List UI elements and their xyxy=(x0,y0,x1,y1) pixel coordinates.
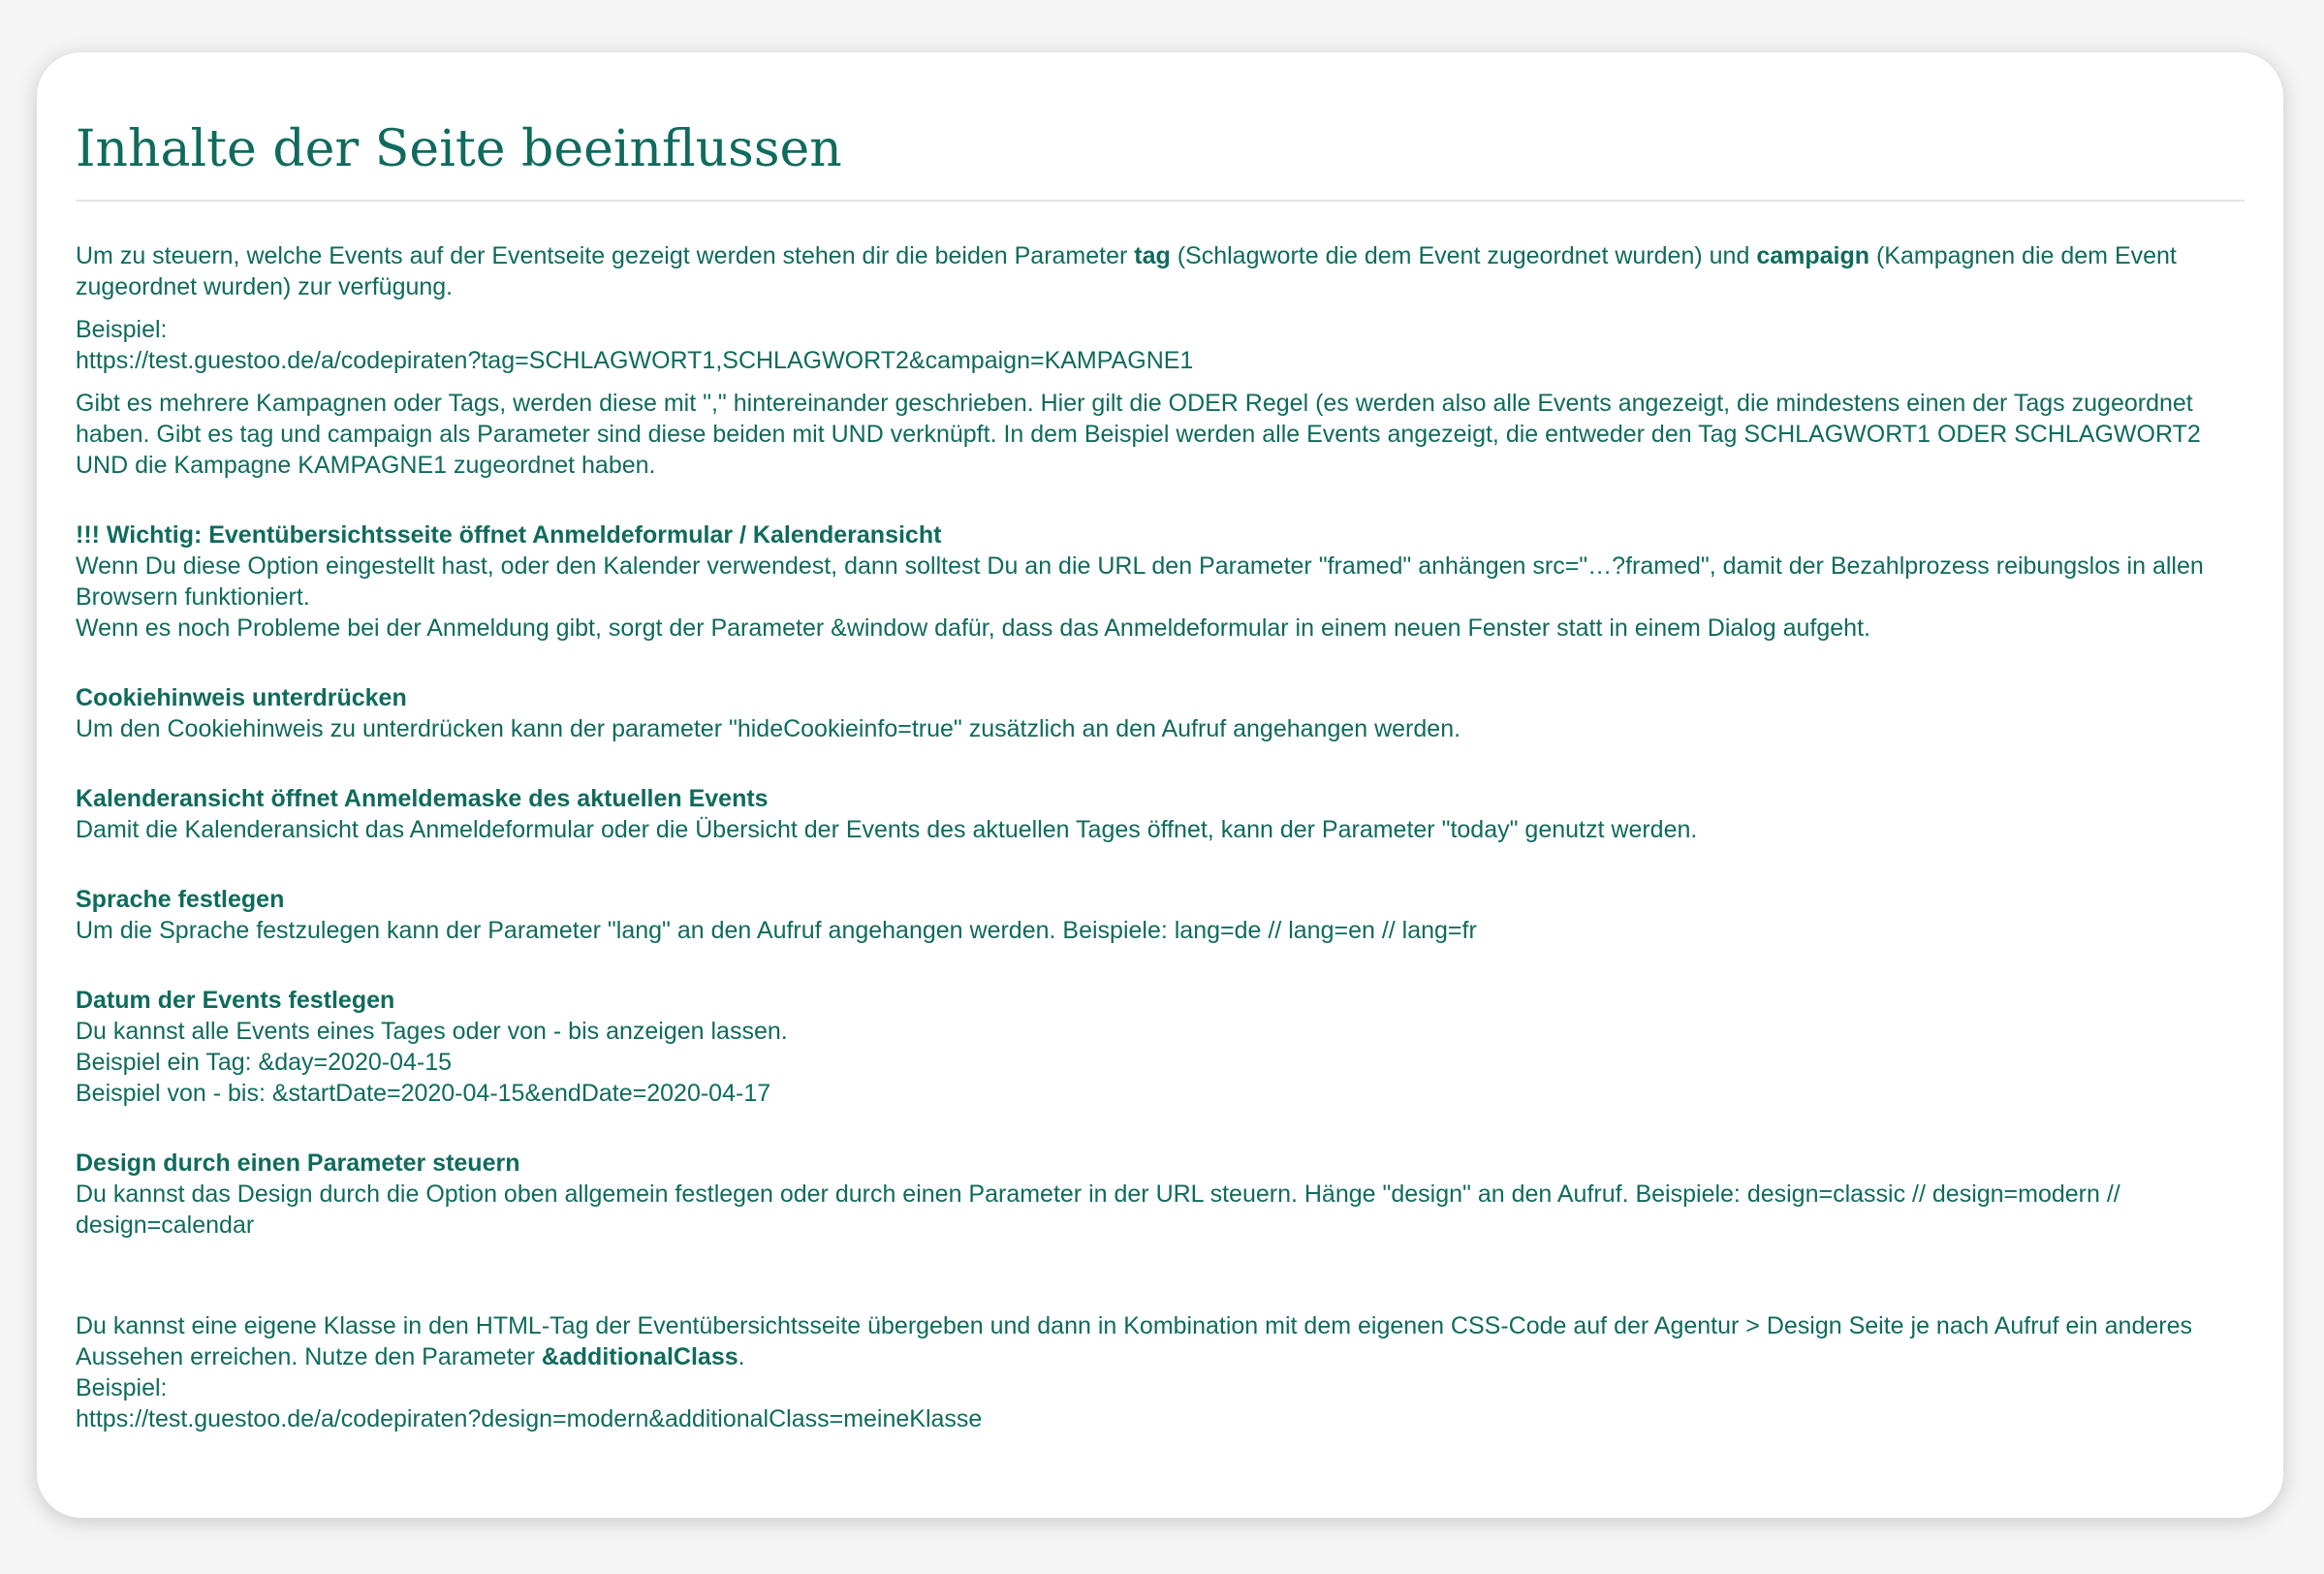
intro-text: (Schlagworte die dem Event zugeordnet wurden) und xyxy=(1170,242,1757,269)
cookie-heading: Cookiehinweis unterdrücken xyxy=(76,684,407,711)
css-class-text: . xyxy=(738,1343,745,1370)
language-section xyxy=(76,884,2245,946)
dates-section xyxy=(76,985,2245,1109)
calendar-text: Damit die Kalenderansicht das Anmeldeformular oder die Übersicht der Events des aktuellen Tages öffnet, kann der Parameter "today" genutzt werden. xyxy=(76,816,1698,843)
language-text: Um die Sprache festzulegen kann der Parameter "lang" an den Aufruf angehangen werden. Beispiele: lang=de // lang=en // lang=fr xyxy=(76,917,1477,944)
css-class-text: Du kannst eine eigene Klasse in den HTML-Tag der Eventübersichtsseite übergeben und dann in Kombination mit dem eigenen CSS-Code auf der Agentur > Design Seite je nach Aufruf ein anderes Aussehen erreichen. Nutze den Parameter xyxy=(76,1312,2192,1370)
example-block xyxy=(76,314,2245,376)
dates-example-day: Beispiel ein Tag: &day=2020-04-15 xyxy=(76,1049,453,1076)
important-heading: !!! Wichtig: Eventübersichtsseite öffnet Anmeldeformular / Kalenderansicht xyxy=(76,521,942,549)
css-class-example-label: Beispiel: xyxy=(76,1374,168,1401)
intro-paragraph xyxy=(76,240,2245,302)
param-campaign: campaign xyxy=(1756,242,1870,269)
design-heading: Design durch einen Parameter steuern xyxy=(76,1149,520,1177)
cookie-section xyxy=(76,682,2245,744)
cookie-text: Um den Cookiehinweis zu unterdrücken kann der parameter "hideCookieinfo=true" zusätzlich an den Aufruf angehangen werden. xyxy=(76,715,1461,742)
page-title: Inhalte der Seite beeinflussen xyxy=(76,120,842,178)
param-additional-class: &additionalClass xyxy=(541,1343,738,1370)
important-section xyxy=(76,519,2245,644)
css-class-example-url: https://test.guestoo.de/a/codepiraten?design=modern&additionalClass=meineKlasse xyxy=(76,1405,983,1432)
intro-text: (Kampagnen die dem Event zugeordnet wurden) zur verfügung. xyxy=(76,242,2177,300)
calendar-section xyxy=(76,783,2245,845)
dates-text: Du kannst alle Events eines Tages oder von - bis anzeigen lassen. xyxy=(76,1018,788,1045)
design-section xyxy=(76,1148,2245,1241)
important-text: Wenn es noch Probleme bei der Anmeldung gibt, sorgt der Parameter &window dafür, dass das Anmeldeformular in einem neuen Fenster statt in einem Dialog aufgeht. xyxy=(76,614,1870,642)
css-class-section xyxy=(76,1310,2245,1434)
content-body xyxy=(76,202,2245,1434)
example-label: Beispiel: xyxy=(76,316,168,343)
param-tag: tag xyxy=(1134,242,1171,269)
dates-heading: Datum der Events festlegen xyxy=(76,987,395,1014)
important-text: Wenn Du diese Option eingestellt hast, oder den Kalender verwendest, dann solltest Du an die URL den Parameter "framed" anhängen src="…?framed", damit der Bezahlprozess reibungslos in allen Browsern funktioniert. xyxy=(76,552,2204,611)
content-card xyxy=(37,52,2283,1518)
dates-example-range: Beispiel von - bis: &startDate=2020-04-15&endDate=2020-04-17 xyxy=(76,1080,771,1107)
example-url: https://test.guestoo.de/a/codepiraten?tag=SCHLAGWORT1,SCHLAGWORT2&campaign=KAMPAGNE1 xyxy=(76,347,1194,374)
intro-text: Um zu steuern, welche Events auf der Eventseite gezeigt werden stehen dir die beiden Parameter xyxy=(76,242,1135,269)
rules-paragraph: Gibt es mehrere Kampagnen oder Tags, werden diese mit "," hintereinander geschrieben. Hier gilt die ODER Regel (es werden also alle Events angezeigt, die mindestens einen der Tags zugeordnet haben. Gibt es tag und campaign als Parameter sind diese beiden mit UND verknüpft. In dem Beispiel werden alle Events angezeigt, die entweder den Tag SCHLAGWORT1 ODER SCHLAGWORT2 UND die Kampagne KAMPAGNE1 zugeordnet haben. xyxy=(76,390,2201,479)
design-text: Du kannst das Design durch die Option oben allgemein festlegen oder durch einen Parameter in der URL steuern. Hänge "design" an den Aufruf. Beispiele: design=classic // design=modern // design=calendar xyxy=(76,1180,2120,1239)
calendar-heading: Kalenderansicht öffnet Anmeldemaske des aktuellen Events xyxy=(76,785,769,812)
language-heading: Sprache festlegen xyxy=(76,886,285,913)
